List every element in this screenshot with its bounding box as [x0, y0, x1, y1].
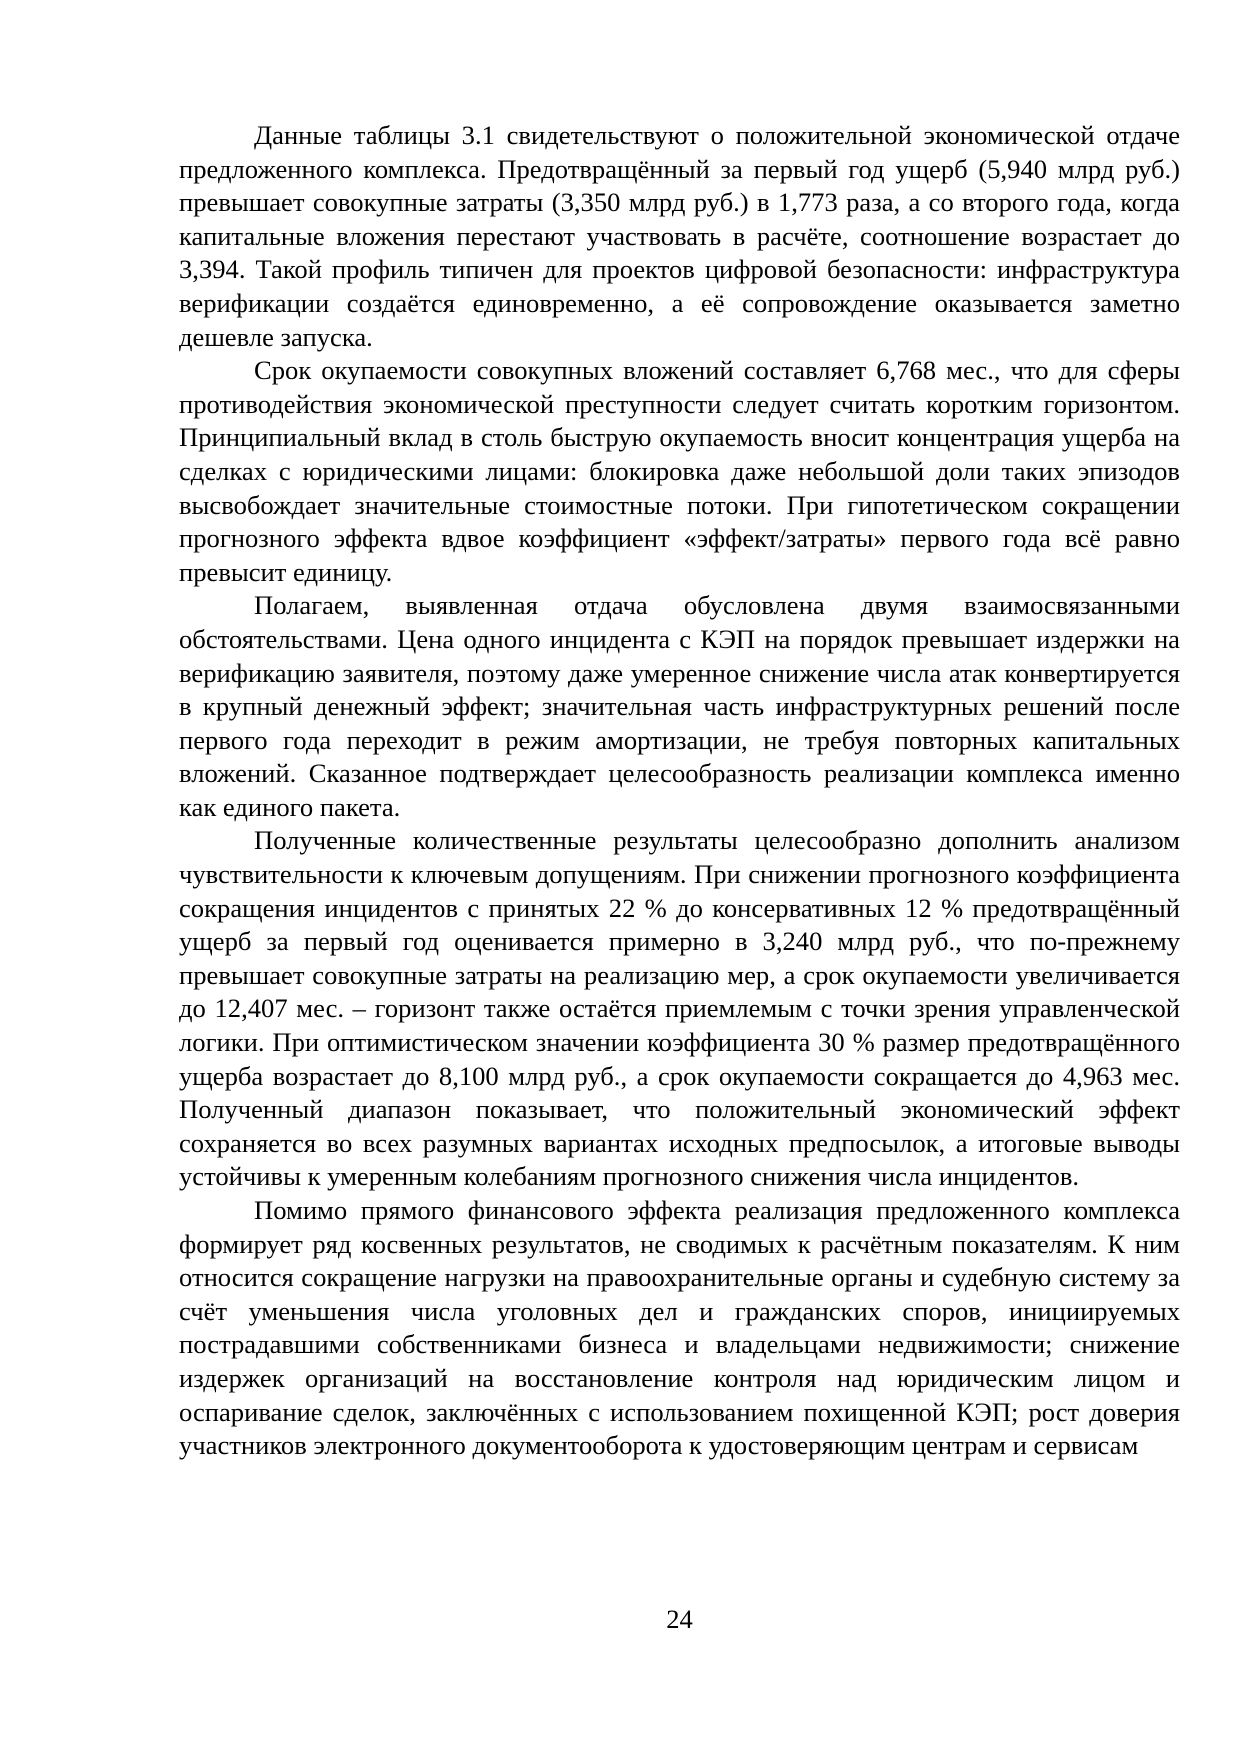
paragraph-2: Срок окупаемости совокупных вложений составляет 6,768 мес., что для сферы противодействия экономической преступности следует считать коротким горизонтом. Принципиальный вклад в столь быструю окупаемость вносит концентрация ущерба на сделках с юридическими лицами: блокировка даже небольшой доли таких эпизодов высвобождает значительные стоимостные потоки. При гипотетическом сокращении прогнозного эффекта вдвое коэффициент «эффект/затраты» первого года всё равно превысит единицу.	[179, 355, 1180, 587]
paragraph-3: Полагаем, выявленная отдача обусловлена двумя взаимосвязанными обстоятельствами. Цена одного инцидента с КЭП на порядок превышает издержки на верификацию заявителя, поэтому даже умеренное снижение числа атак конвертируется в крупный денежный эффект; значительная часть инфраструктурных решений после первого года переходит в режим амортизации, не требуя повторных капитальных вложений. Сказанное подтверждает целесообразность реализации комплекса именно как единого пакета.	[179, 590, 1180, 822]
page-number: 24	[666, 1604, 693, 1634]
paragraph-1: Данные таблицы 3.1 свидетельствуют о положительной экономической отдаче предложенного комплекса. Предотвращённый за первый год ущерб (5,940 млрд руб.) превышает совокупные затраты (3,350 млрд руб.) в 1,773 раза, а со второго года, когда капитальные вложения перестают участвовать в расчёте, соотношение возрастает до 3,394. Такой профиль типичен для проектов цифровой безопасности: инфраструктура верификации создаётся единовременно, а её сопровождение оказывается заметно дешевле запуска.	[179, 120, 1180, 352]
paragraph-5: Помимо прямого финансового эффекта реализация предложенного комплекса формирует ряд косвенных результатов, не сводимых к расчётным показателям. К ним относится сокращение нагрузки на правоохранительные органы и судебную систему за счёт уменьшения числа уголовных дел и гражданских споров, инициируемых пострадавшими собственниками бизнеса и владельцами недвижимости; снижение издержек организаций на восстановление контроля над юридическим лицом и оспаривание сделок, заключённых с использованием похищенной КЭП; рост доверия участников электронного документооборота к удостоверяющим центрам и сервисам	[179, 1195, 1180, 1461]
paragraph-4: Полученные количественные результаты целесообразно дополнить анализом чувствительности к ключевым допущениям. При снижении прогнозного коэффициента сокращения инцидентов с принятых 22 % до консервативных 12 % предотвращённый ущерб за первый год оценивается примерно в 3,240 млрд руб., что по-прежнему превышает совокупные затраты на реализацию мер, а срок окупаемости увеличивается до 12,407 мес. – горизонт также остаётся приемлемым с точки зрения управленческой логики. При оптимистическом значении коэффициента 30 % размер предотвращённого ущерба возрастает до 8,100 млрд руб., а срок окупаемости сокращается до 4,963 мес. Полученный диапазон показывает, что положительный экономический эффект сохраняется во всех разумных вариантах исходных предпосылок, а итоговые выводы устойчивы к умеренным колебаниям прогнозного снижения числа инцидентов.	[179, 825, 1180, 1192]
body-text	[179, 119, 1180, 1463]
